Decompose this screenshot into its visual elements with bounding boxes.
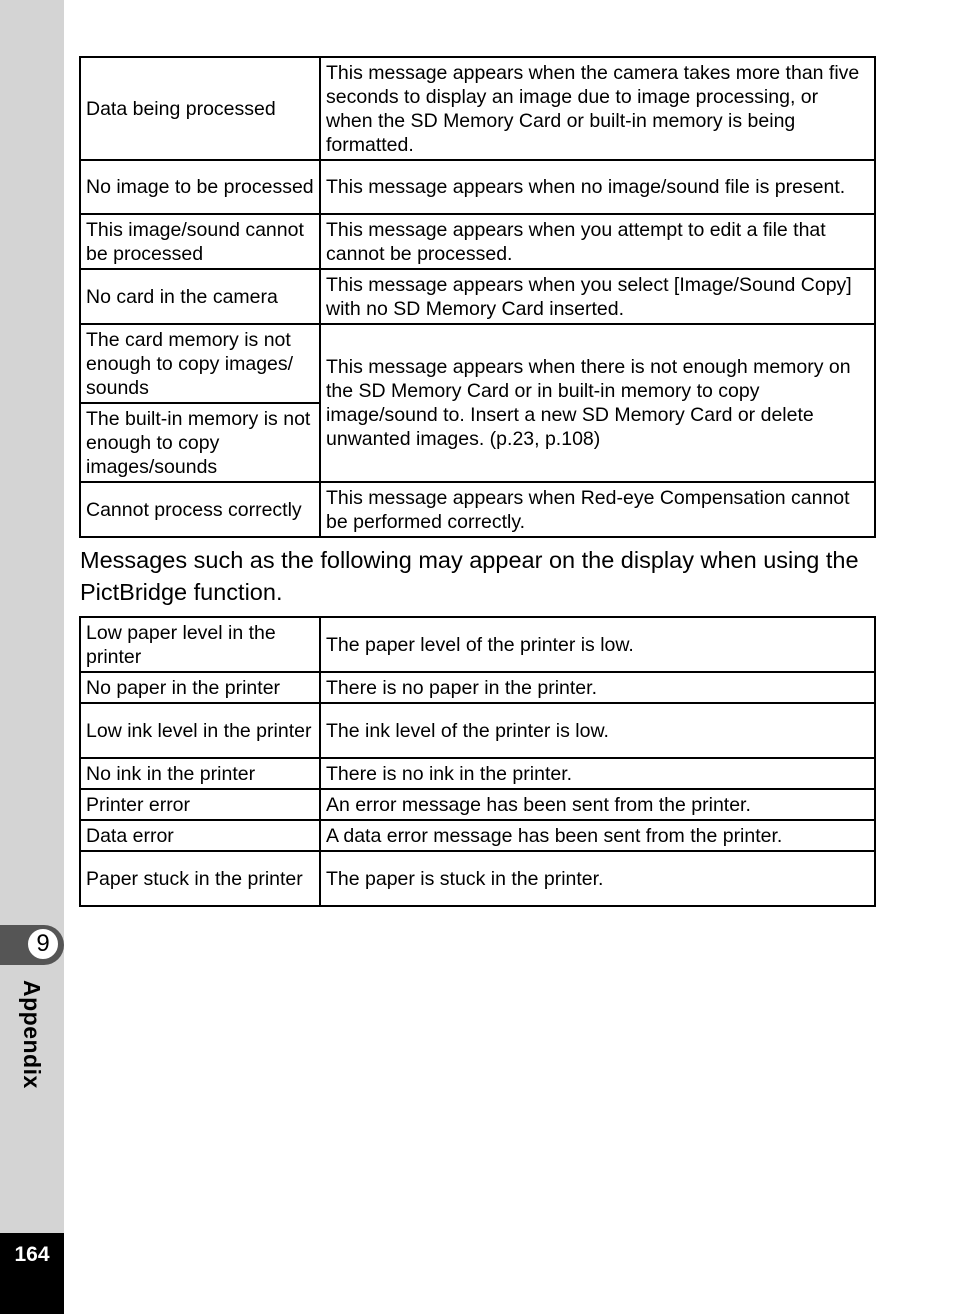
description-cell: This message appears when no image/sound file is present. xyxy=(320,160,875,214)
message-cell: No image to be processed xyxy=(80,160,320,214)
message-cell: The card memory is not enough to copy images/ sounds xyxy=(80,324,320,403)
message-cell: No ink in the printer xyxy=(80,758,320,789)
description-cell: This message appears when Red-eye Compensation cannot be performed correctly. xyxy=(320,482,875,537)
message-cell: No card in the camera xyxy=(80,269,320,324)
table-row xyxy=(80,851,875,906)
table-row xyxy=(80,482,875,537)
message-cell: The built-in memory is not enough to copy images/sounds xyxy=(80,403,320,482)
pictbridge-messages-table xyxy=(79,616,876,907)
message-cell: Data being processed xyxy=(80,57,320,160)
chapter-number: 9 xyxy=(26,927,60,961)
message-cell: This image/sound cannot be processed xyxy=(80,214,320,269)
page-number: 164 xyxy=(14,1243,50,1266)
chapter-label: Appendix xyxy=(19,980,45,1089)
table-row xyxy=(80,57,875,160)
table-row xyxy=(80,214,875,269)
pictbridge-intro: Messages such as the following may appear on the display when using the PictBridge function. xyxy=(80,547,859,605)
description-cell: This message appears when the camera takes more than five seconds to display an image due to image processing, or when the SD Memory Card or built-in memory is being formatted. xyxy=(320,57,875,160)
table-row xyxy=(80,324,875,403)
description-cell: This message appears when you select [Image/Sound Copy] with no SD Memory Card inserted. xyxy=(320,269,875,324)
message-cell: Data error xyxy=(80,820,320,851)
description-cell: The paper is stuck in the printer. xyxy=(320,851,875,906)
description-cell: The ink level of the printer is low. xyxy=(320,703,875,758)
error-messages-table xyxy=(79,56,876,538)
description-cell: An error message has been sent from the printer. xyxy=(320,789,875,820)
description-cell: There is no paper in the printer. xyxy=(320,672,875,703)
table-row xyxy=(80,672,875,703)
message-cell: Cannot process correctly xyxy=(80,482,320,537)
description-cell: This message appears when you attempt to edit a file that cannot be processed. xyxy=(320,214,875,269)
table-row xyxy=(80,758,875,789)
message-cell: Printer error xyxy=(80,789,320,820)
description-cell: There is no ink in the printer. xyxy=(320,758,875,789)
table-row xyxy=(80,269,875,324)
table-row xyxy=(80,789,875,820)
message-cell: No paper in the printer xyxy=(80,672,320,703)
table-row xyxy=(80,703,875,758)
table-row xyxy=(80,160,875,214)
table-row xyxy=(80,617,875,672)
description-cell: A data error message has been sent from the printer. xyxy=(320,820,875,851)
table-row xyxy=(80,820,875,851)
description-cell: This message appears when there is not enough memory on the SD Memory Card or in built-in memory to copy image/sound to. Insert a new SD Memory Card or delete unwanted images. (p.23, p.108) xyxy=(320,324,875,482)
chapter-sidebar xyxy=(0,0,64,1314)
message-cell: Paper stuck in the printer xyxy=(80,851,320,906)
description-cell: The paper level of the printer is low. xyxy=(320,617,875,672)
message-cell: Low paper level in the printer xyxy=(80,617,320,672)
message-cell: Low ink level in the printer xyxy=(80,703,320,758)
